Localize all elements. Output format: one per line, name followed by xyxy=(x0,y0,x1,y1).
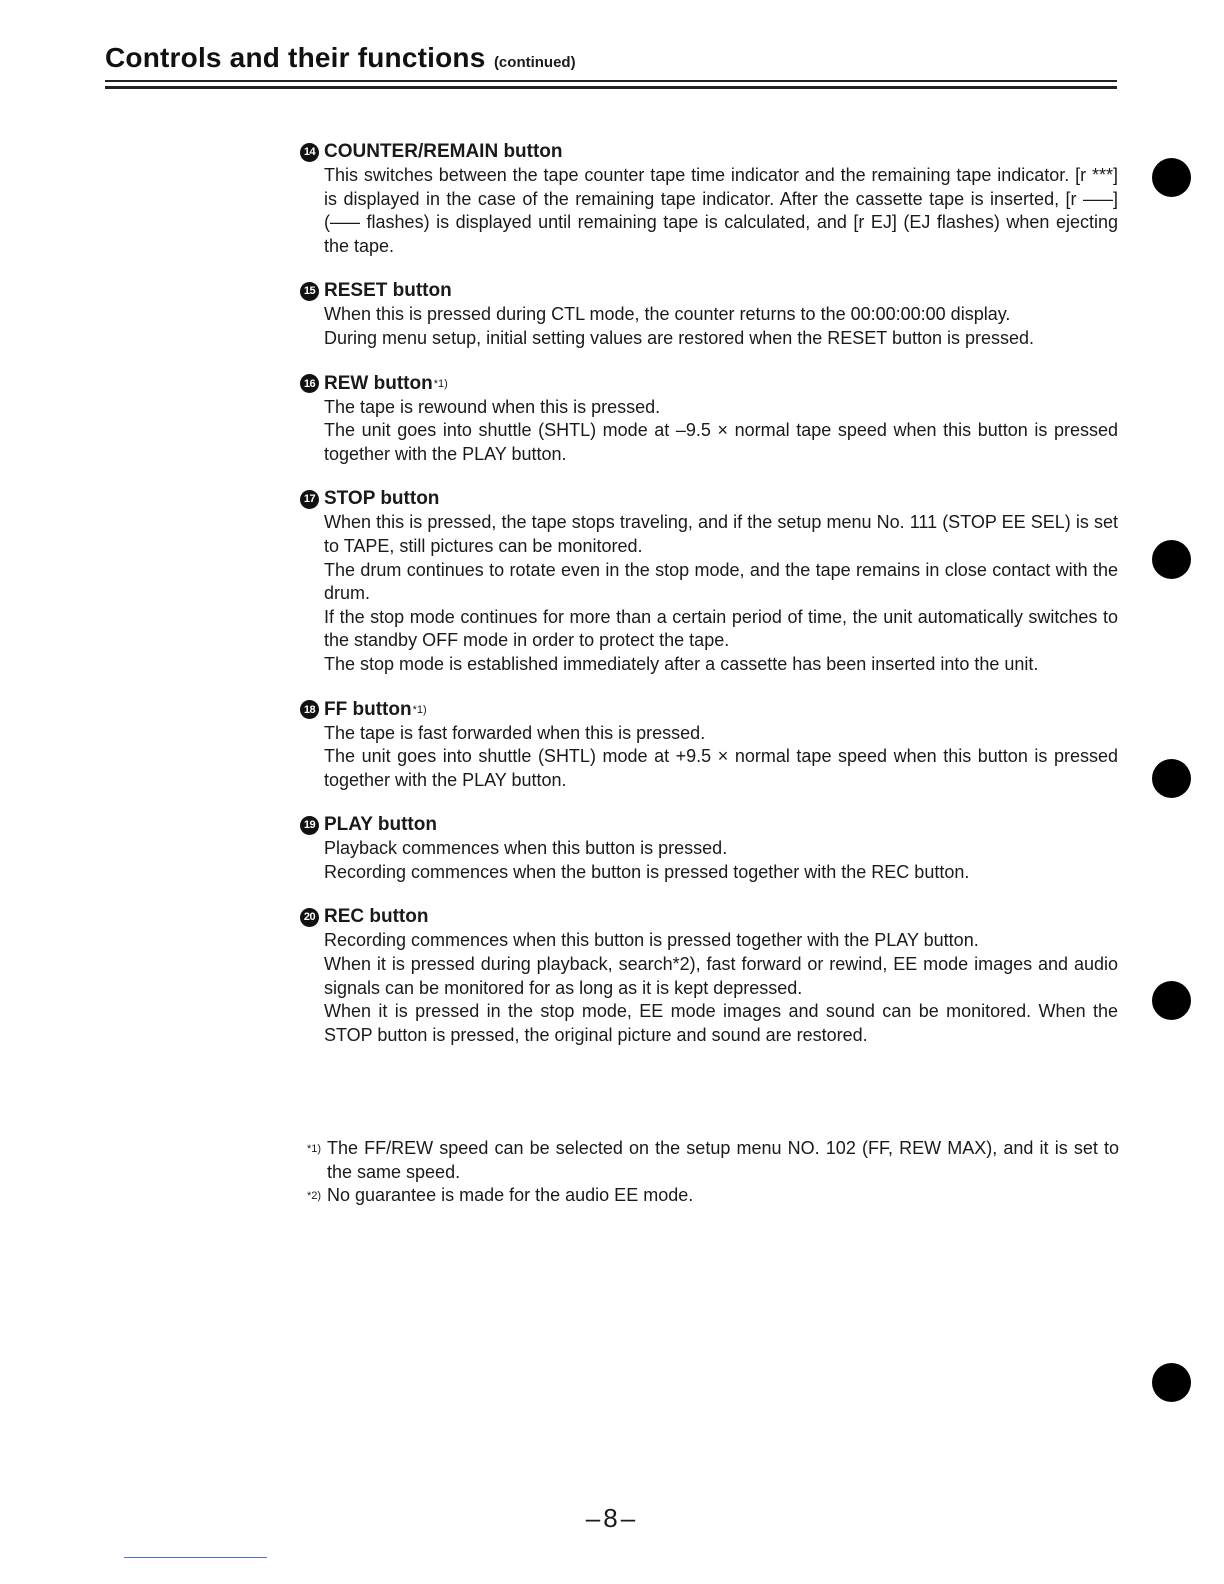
item-number-badge: 20 xyxy=(300,908,319,927)
item-paragraph: When this is pressed, the tape stops traveling, and if the setup menu No. 111 (STOP EE SEL) is set to TAPE, still pictures can be monitored. xyxy=(324,512,1118,556)
item-body xyxy=(300,164,1118,258)
footnote-ref: *1) xyxy=(433,377,448,390)
item-number-badge: 16 xyxy=(300,374,319,393)
item-paragraph: The unit goes into shuttle (SHTL) mode at –9.5 × normal tape speed when this button is pressed together with the PLAY button. xyxy=(324,420,1118,464)
controls-list xyxy=(300,140,1118,1068)
page-header xyxy=(105,38,1117,78)
item-reset xyxy=(300,279,1118,350)
item-body xyxy=(300,929,1118,1047)
item-rec xyxy=(300,905,1118,1047)
item-title: RESET button xyxy=(324,280,452,302)
item-heading xyxy=(300,372,1118,396)
item-heading xyxy=(300,813,1118,837)
item-title: FF button xyxy=(324,698,412,720)
page-subtitle: (continued) xyxy=(493,54,576,71)
footnote-text: The FF/REW speed can be selected on the setup menu NO. 102 (FF, REW MAX), and it is set to the same speed. xyxy=(327,1138,1119,1182)
item-number-badge: 14 xyxy=(300,143,319,162)
item-body xyxy=(300,837,1118,884)
item-paragraph: Recording commences when the button is pressed together with the REC button. xyxy=(324,861,970,882)
footnotes xyxy=(307,1137,1119,1209)
page-number: –8– xyxy=(585,1503,639,1533)
item-title: COUNTER/REMAIN button xyxy=(324,141,563,162)
item-number-badge: 17 xyxy=(300,490,319,509)
header-rule-thin xyxy=(105,80,1117,82)
item-rew xyxy=(300,372,1118,467)
item-body xyxy=(300,511,1118,676)
item-paragraph: When it is pressed during playback, search*2), fast forward or rewind, EE mode images and audio signals can be monitored for as long as it is kept depressed. xyxy=(324,954,1118,998)
item-body xyxy=(300,396,1118,467)
item-heading xyxy=(300,698,1118,722)
item-heading xyxy=(300,905,1118,929)
item-paragraph: During menu setup, initial setting values are restored when the RESET button is pressed. xyxy=(324,327,1035,348)
footnote xyxy=(307,1137,1119,1184)
footnote-mark: *1) xyxy=(307,1143,322,1155)
binding-hole-dot xyxy=(1152,158,1191,197)
item-paragraph: The unit goes into shuttle (SHTL) mode at +9.5 × normal tape speed when this button is pressed together with the PLAY button. xyxy=(324,746,1118,790)
item-body xyxy=(300,303,1118,350)
item-paragraph: The tape is fast forwarded when this is pressed. xyxy=(324,722,706,743)
item-number-badge: 18 xyxy=(300,700,319,719)
item-paragraph: Playback commences when this button is pressed. xyxy=(324,838,728,859)
item-paragraph: When it is pressed in the stop mode, EE mode images and sound can be monitored. When the STOP button is pressed, the original picture and sound are restored. xyxy=(324,1001,1118,1045)
item-heading xyxy=(300,487,1118,511)
footnote xyxy=(307,1184,1119,1209)
item-stop xyxy=(300,487,1118,676)
footnote-text: No guarantee is made for the audio EE mode. xyxy=(327,1185,694,1206)
item-title: STOP button xyxy=(324,488,440,510)
item-paragraph: Recording commences when this button is pressed together with the PLAY button. xyxy=(324,930,979,951)
item-title: PLAY button xyxy=(324,814,437,836)
binding-hole-dot xyxy=(1152,981,1191,1020)
item-paragraph: The stop mode is established immediately after a cassette has been inserted into the unit. xyxy=(324,653,1039,674)
item-number-badge: 19 xyxy=(300,816,319,835)
item-paragraph: The tape is rewound when this is pressed. xyxy=(324,396,661,417)
item-title: REC button xyxy=(324,906,429,928)
bottom-link-underline xyxy=(124,1557,267,1558)
item-heading xyxy=(300,279,1118,303)
item-play xyxy=(300,813,1118,884)
footnote-ref: *1) xyxy=(412,703,427,716)
item-ff xyxy=(300,698,1118,793)
item-paragraph: The drum continues to rotate even in the stop mode, and the tape remains in close contact with the drum. xyxy=(324,559,1118,604)
item-paragraph: This switches between the tape counter tape time indicator and the remaining tape indicator. [r ***] is displayed in the case of the remaining tape indicator. After the cassette tape is inserted, [r –––] (––– flashes) is displayed until remaining tape is calculated, and [r EJ] (EJ flashes) when ejecting the tape. xyxy=(324,165,1118,256)
item-counter-remain xyxy=(300,140,1118,258)
item-body xyxy=(300,722,1118,793)
binding-hole-dot xyxy=(1152,540,1191,579)
page-title: Controls and their functions xyxy=(105,42,486,73)
header-rule-thick xyxy=(105,86,1117,89)
binding-hole-dot xyxy=(1152,759,1191,798)
footnote-mark: *2) xyxy=(307,1190,322,1203)
item-title: REW button xyxy=(324,372,433,394)
item-paragraph: If the stop mode continues for more than a certain period of time, the unit automatically switches to the standby OFF mode in order to protect the tape. xyxy=(324,606,1118,651)
binding-hole-dot xyxy=(1152,1363,1191,1402)
item-number-badge: 15 xyxy=(300,282,319,301)
item-paragraph: When this is pressed during CTL mode, the counter returns to the 00:00:00:00 display. xyxy=(324,304,1011,325)
item-heading xyxy=(300,140,1118,164)
